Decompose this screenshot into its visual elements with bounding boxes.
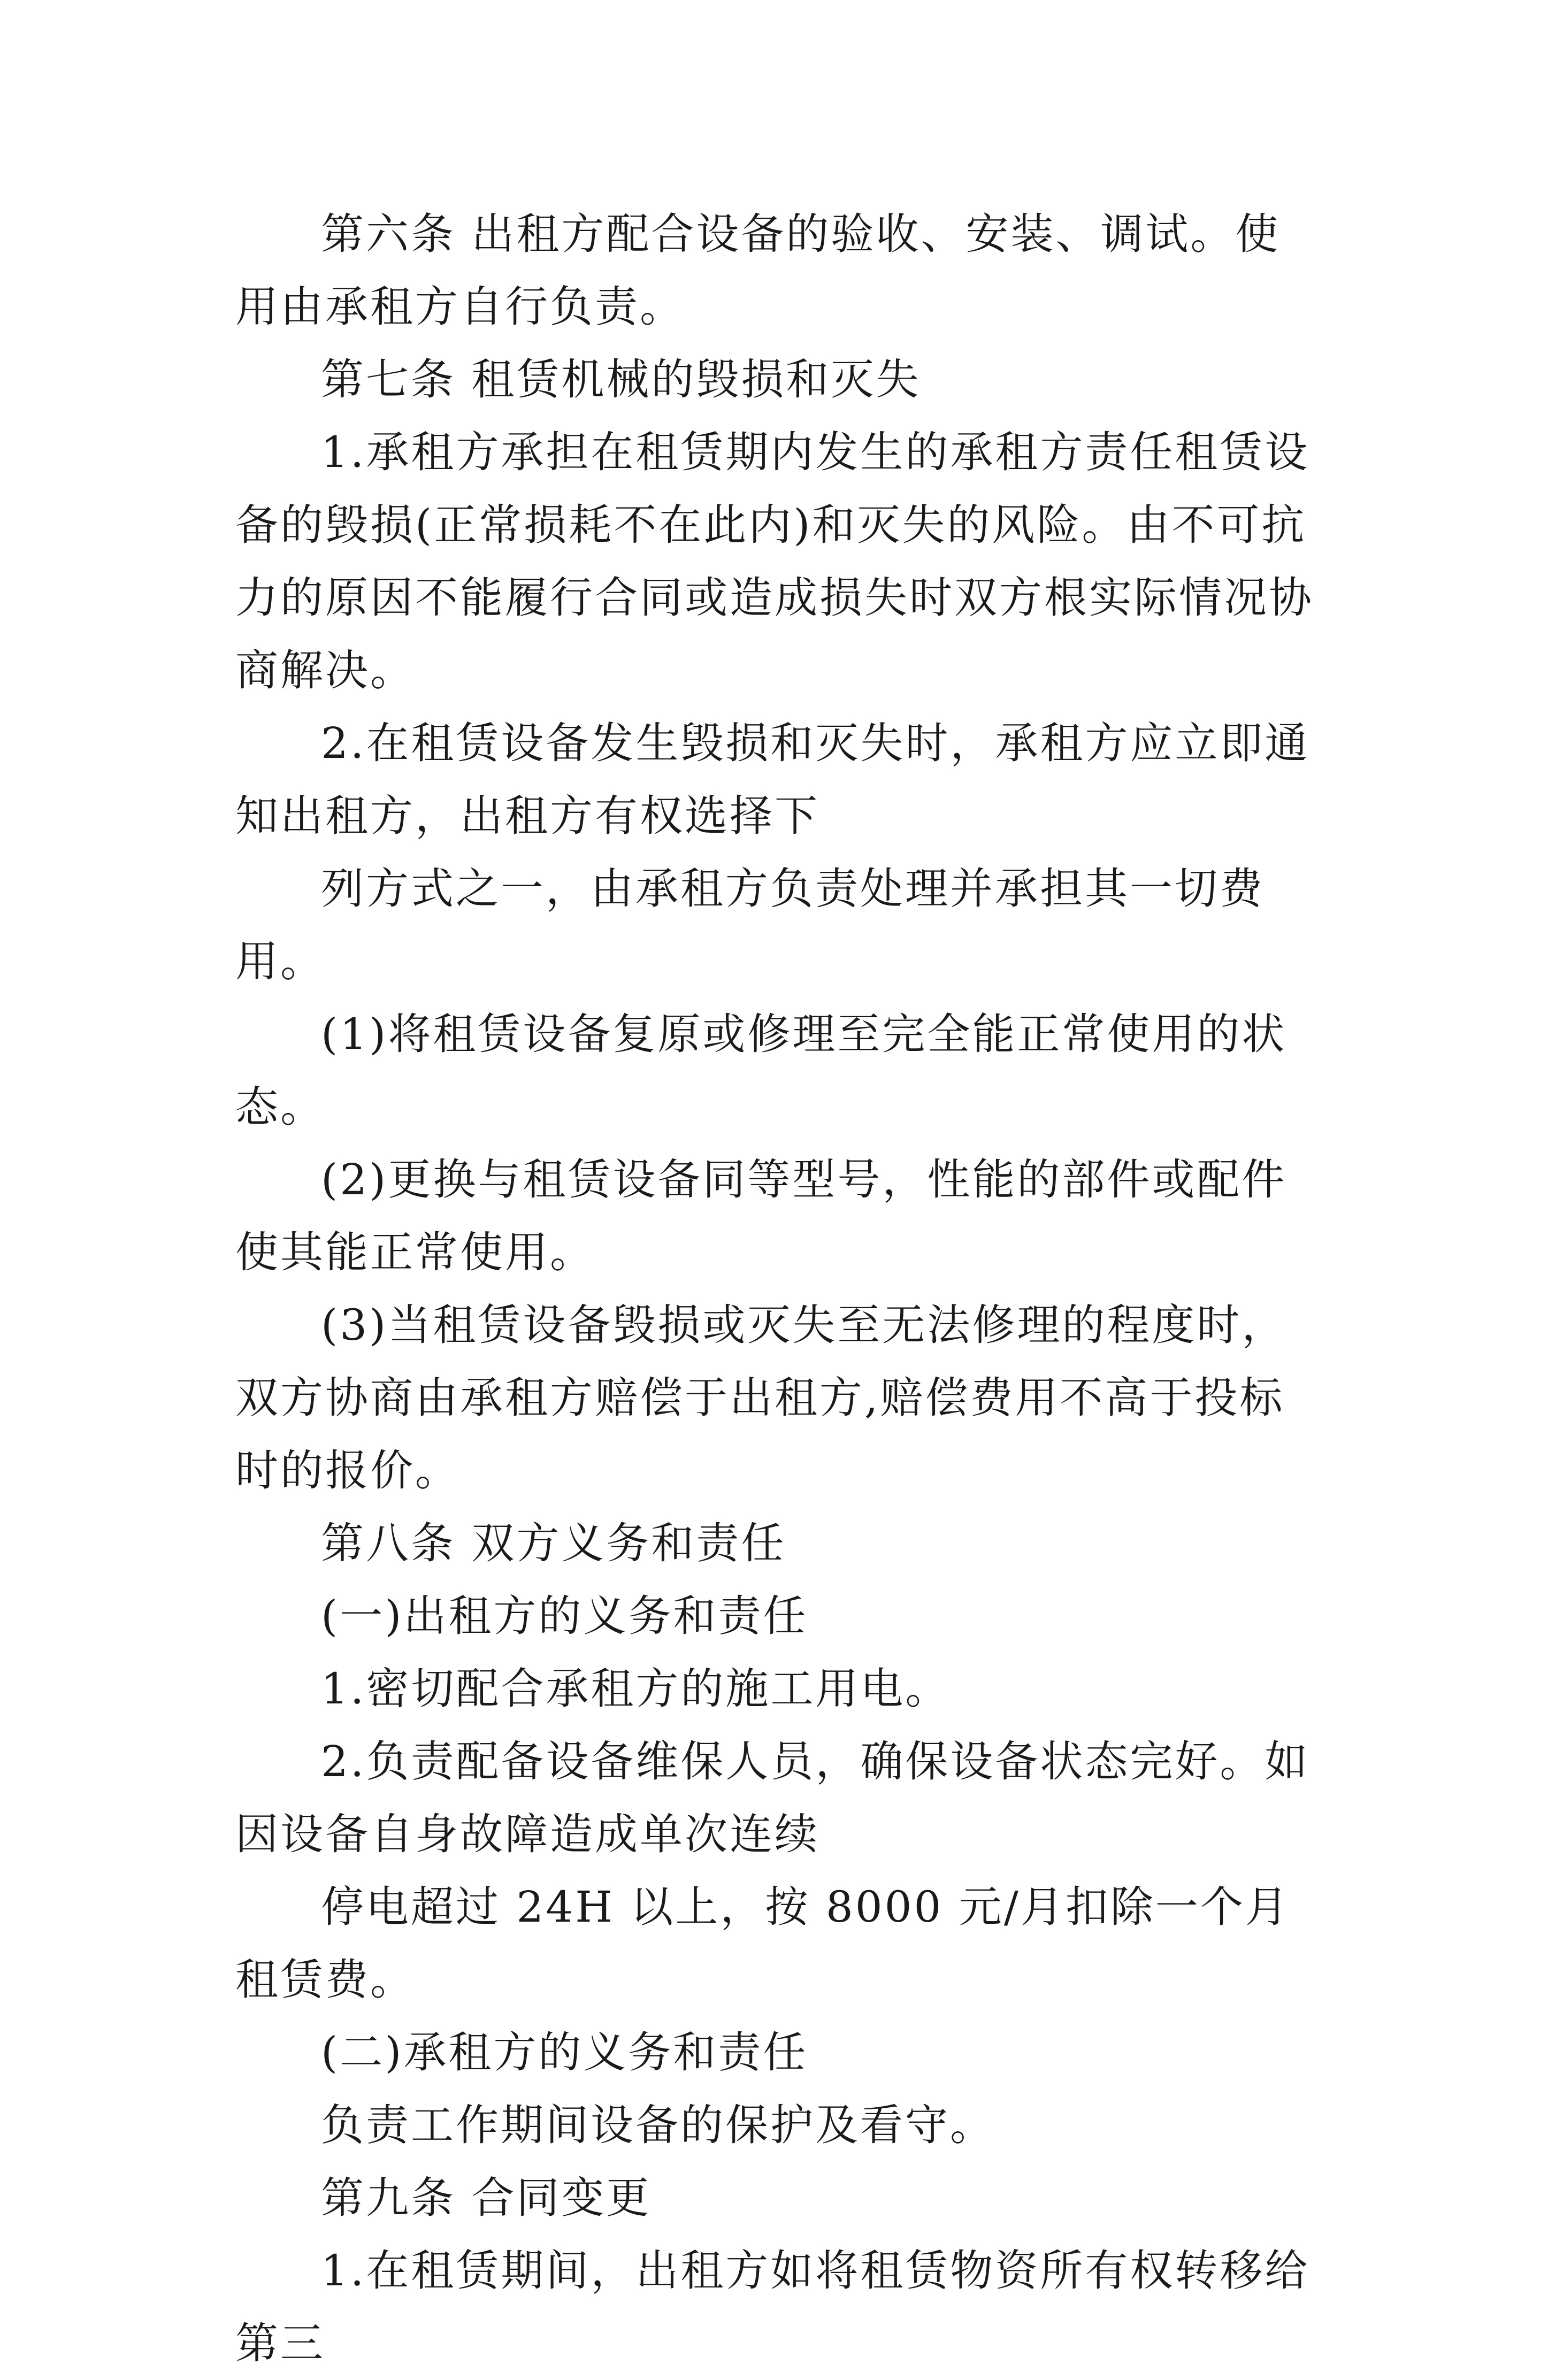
paragraph-article-9-heading: 第九条 合同变更 [321, 2173, 652, 2223]
paragraph-article-7-item-1: 1.承租方承担在租赁期内发生的承租方责任租赁设备的毁损(正常损耗不在此内)和灭失的风险。由不可抗力的原因不能履行合同或造成损失时双方根实际情况协商解决。 [235, 427, 1314, 695]
paragraph-lessor-duties-heading: (一)出租方的义务和责任 [321, 1591, 808, 1641]
paragraph-article-7-item-2-cont: 列方式之一，由承租方负责处理并承担其一切费用。 [235, 864, 1265, 986]
document-body [235, 198, 1316, 2380]
paragraph-option-2: (2)更换与租赁设备同等型号，性能的部件或配件使其能正常使用。 [235, 1155, 1287, 1277]
paragraph-lessor-duty-1: 1.密切配合承租方的施工用电。 [321, 1664, 951, 1714]
paragraph-article-6: 第六条 出租方配合设备的验收、安装、调试。使用由承租方自行负责。 [235, 209, 1281, 332]
paragraph-lessee-duties-heading: (二)承租方的义务和责任 [321, 2028, 808, 2077]
paragraph-lessor-duty-2: 2.负责配备设备维保人员，确保设备状态完好。如因设备自身故障造成单次连续 [235, 1737, 1310, 1859]
paragraph-article-9-item-1: 1.在租赁期间，出租方如将租赁物资所有权转移给第三 [235, 2246, 1310, 2368]
paragraph-lessor-duty-2-cont: 停电超过 24H 以上，按 8000 元/月扣除一个月租赁费。 [235, 1882, 1290, 2005]
paragraph-article-8-heading: 第八条 双方义务和责任 [321, 1518, 786, 1568]
paragraph-article-7-item-2: 2.在租赁设备发生毁损和灭失时，承租方应立即通知出租方，出租方有权选择下 [235, 718, 1310, 841]
paragraph-lessee-duty: 负责工作期间设备的保护及看守。 [321, 2100, 995, 2150]
paragraph-option-1: (1)将租赁设备复原或修理至完全能正常使用的状态。 [235, 1009, 1287, 1132]
paragraph-article-7-heading: 第七条 租赁机械的毁损和灭失 [321, 355, 921, 404]
paragraph-option-3: (3)当租赁设备毁损或灭失至无法修理的程度时，双方协商由承租方赔偿于出租方,赔偿费用不高于投标时的报价。 [235, 1300, 1287, 1495]
